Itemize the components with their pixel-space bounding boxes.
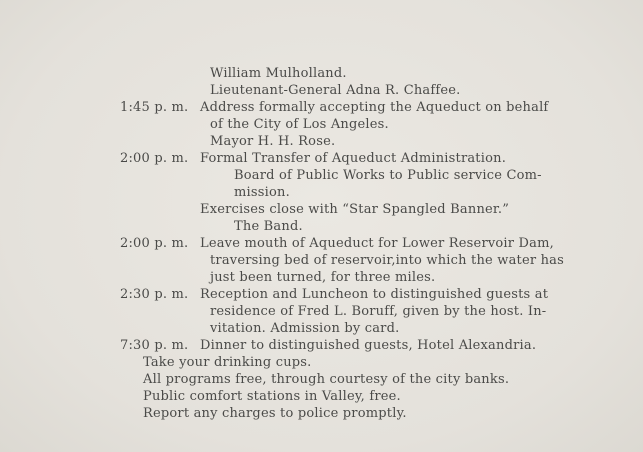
- speaker-mulholland: William Mulholland.: [210, 66, 347, 81]
- dinner-line: Dinner to distinguished guests, Hotel Alexandria.: [200, 338, 537, 353]
- speaker-rose: Mayor H. H. Rose.: [210, 134, 336, 149]
- leave-line-2: traversing bed of reservoir,into which the water has: [210, 253, 564, 268]
- time-7-30: 7:30 p. m.: [120, 338, 189, 353]
- band-line: The Band.: [234, 219, 303, 234]
- notice-programs-free: All programs free, through courtesy of the city banks.: [143, 372, 510, 387]
- transfer-line: Formal Transfer of Aqueduct Administration.: [200, 151, 507, 166]
- speaker-chaffee: Lieutenant-General Adna R. Chaffee.: [210, 83, 461, 98]
- time-2-00-b: 2:00 p. m.: [120, 236, 189, 251]
- notice-report-charges: Report any charges to police promptly.: [143, 406, 407, 421]
- board-line-1: Board of Public Works to Public service Com-: [234, 168, 542, 183]
- board-line-2: mission.: [234, 185, 290, 200]
- time-2-00-a: 2:00 p. m.: [120, 151, 189, 166]
- reception-line-3: vitation. Admission by card.: [210, 321, 400, 336]
- time-1-45: 1:45 p. m.: [120, 100, 189, 115]
- reception-line-1: Reception and Luncheon to distinguished guests at: [200, 287, 549, 302]
- time-2-30: 2:30 p. m.: [120, 287, 189, 302]
- notice-drinking-cups: Take your drinking cups.: [143, 355, 312, 370]
- leave-line-3: just been turned, for three miles.: [210, 270, 436, 285]
- reception-line-2: residence of Fred L. Boruff, given by the host. In-: [210, 304, 547, 319]
- notice-comfort-stations: Public comfort stations in Valley, free.: [143, 389, 401, 404]
- leave-line-1: Leave mouth of Aqueduct for Lower Reservoir Dam,: [200, 236, 554, 251]
- address-line-1: Address formally accepting the Aqueduct on behalf: [200, 100, 549, 115]
- address-line-2: of the City of Los Angeles.: [210, 117, 389, 132]
- exercises-line: Exercises close with “Star Spangled Banner.”: [200, 202, 510, 217]
